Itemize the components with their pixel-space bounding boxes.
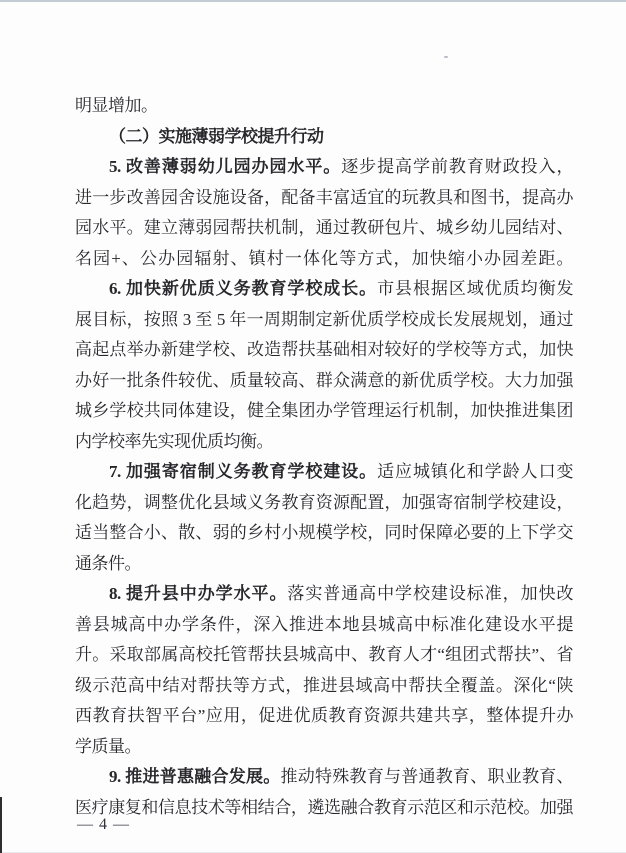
body-text: 化趋势，调整优化县域义务教育资源配置，加强寄宿制学校建设， (75, 492, 573, 512)
bold-lead-text: 9. 推进普惠融合发展。 (109, 767, 281, 786)
text-line (75, 427, 573, 458)
body-text: 通条件。 (75, 553, 141, 573)
document-body (75, 91, 573, 823)
body-text: 明显增加。 (75, 96, 158, 115)
text-line (75, 732, 573, 763)
body-text: 级示范高中结对帮扶等方式，推进县域高中帮扶全覆盖。深化“陕 (75, 675, 573, 695)
body-text: 园水平。建立薄弱园帮扶机制，通过教研包片、城乡幼儿园结对、 (75, 218, 573, 237)
body-text: 逐步提高学前教育财政投入， (341, 157, 574, 176)
text-line (75, 305, 573, 336)
text-line (75, 610, 573, 641)
bold-lead-text: 5. 改善薄弱幼儿园办园水平。 (109, 157, 342, 176)
body-text: 办好一批条件较优、质量较高、群众满意的新优质学校。大力加强 (75, 370, 573, 390)
body-text: 适当整合小、散、弱的乡村小规模学校，同时保障必要的上下学交 (75, 523, 573, 542)
body-text: 城乡学校共同体建设，健全集团办学管理运行机制，加快推进集团 (75, 401, 573, 420)
body-text: 落实普通高中学校建设标准，加快改 (287, 584, 574, 603)
bold-lead-text: 7. 加强寄宿制义务教育学校建设。 (109, 462, 378, 481)
text-line (75, 366, 573, 397)
text-line (75, 396, 573, 427)
body-text: 展目标，按照 3 至 5 年一周期制定新优质学校成长发展规划，通过 (75, 309, 573, 329)
text-line (75, 640, 573, 671)
text-line (75, 457, 573, 488)
scan-edge-left-strip (0, 797, 2, 853)
body-text: 高起点举办新建学校、改造帮扶基础相对较好的学校等方式，加快 (75, 340, 573, 359)
body-text: 学质量。 (75, 736, 141, 756)
bold-lead-text: （二）实施薄弱学校提升行动 (109, 126, 324, 146)
body-text: 善县城高中办学条件，深入推进本地县城高中标准化建设水平提 (75, 614, 573, 634)
text-line (75, 488, 573, 519)
body-text: 适应城镇化和学龄人口变 (377, 462, 574, 481)
body-text: 内学校率先实现优质均衡。 (75, 431, 273, 451)
text-line (75, 793, 573, 824)
body-text: 升。采取部属高校托管帮扶县城高中、教育人才“组团式帮扶”、省 (75, 645, 573, 664)
body-text: 市县根据区域优质均衡发 (377, 279, 574, 298)
scan-speck (444, 56, 448, 58)
text-line (75, 671, 573, 702)
text-line (75, 335, 573, 366)
text-line (75, 549, 573, 580)
body-text: 进一步改善园舍设施设备，配备丰富适宜的玩教具和图书，提高办 (75, 187, 573, 207)
body-text: 医疗康复和信息技术等相结合，遴选融合教育示范区和示范校。加强 (75, 797, 573, 817)
text-line (75, 91, 573, 122)
text-line (75, 274, 573, 305)
body-text: 推动特殊教育与普通教育、职业教育、 (280, 767, 573, 786)
body-text: 名园+、公办园辐射、镇村一体化等方式，加快缩小办园差距。 (75, 248, 573, 268)
page-number: — 4 — (77, 816, 130, 833)
text-line (75, 244, 573, 275)
bold-lead-text: 6. 加快新优质义务教育学校成长。 (109, 279, 378, 298)
text-line (75, 701, 573, 732)
text-line (75, 152, 573, 183)
bold-lead-text: 8. 提升县中办学水平。 (109, 584, 288, 603)
text-line (75, 183, 573, 214)
text-line (75, 579, 573, 610)
scan-edge-top-line (0, 0, 626, 2)
text-line (75, 762, 573, 793)
text-line (75, 213, 573, 244)
body-text: 西教育扶智平台”应用，促进优质教育资源共建共享，整体提升办 (75, 706, 573, 725)
section-heading (75, 122, 573, 153)
text-line (75, 518, 573, 549)
